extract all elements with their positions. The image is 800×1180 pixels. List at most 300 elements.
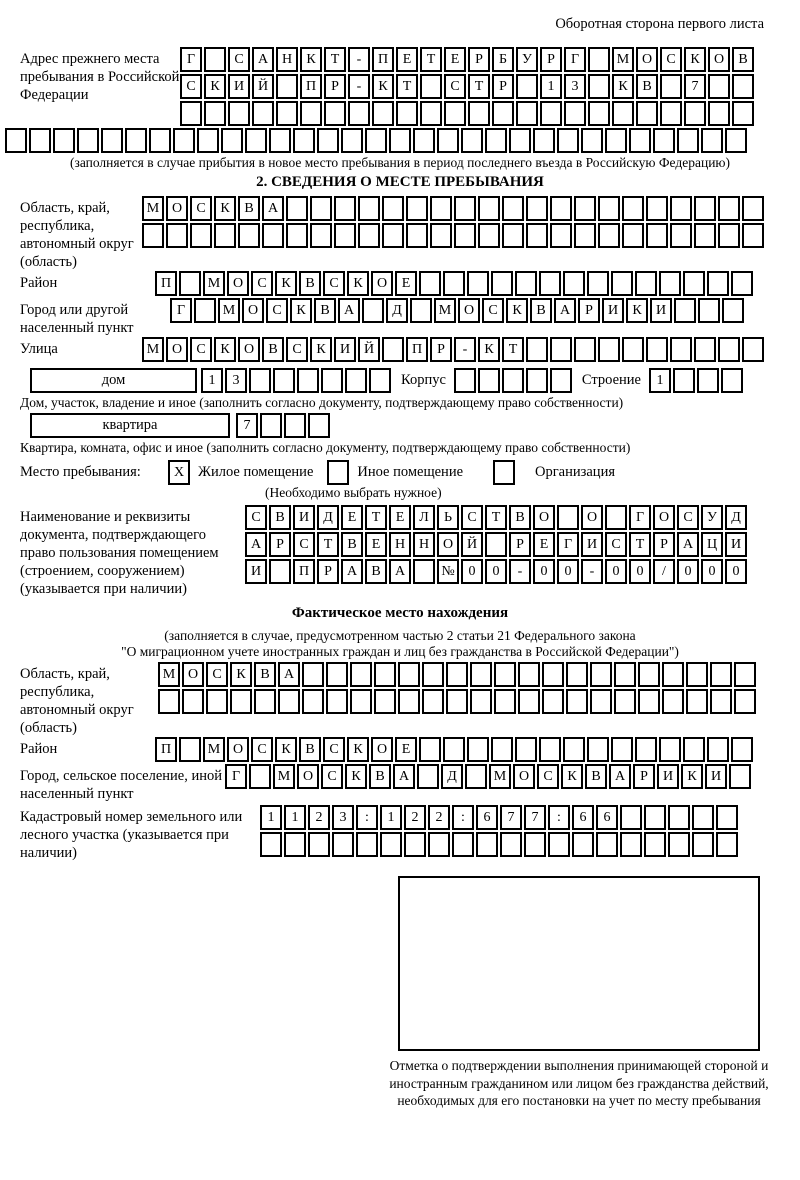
form-cell: Е (533, 532, 555, 557)
form-cell: В (269, 505, 291, 530)
form-cell (563, 271, 585, 296)
form-cell (646, 337, 668, 362)
form-cell: Г (564, 47, 586, 72)
form-cell (254, 689, 276, 714)
form-cell: 7 (524, 805, 546, 830)
form-cell (350, 662, 372, 687)
form-cell: С (180, 74, 202, 99)
form-cell: С (323, 271, 345, 296)
form-cell: П (406, 337, 428, 362)
form-cell (478, 196, 500, 221)
form-cell: 6 (596, 805, 618, 830)
form-cell (614, 689, 636, 714)
form-cell (369, 368, 391, 393)
form-cell (605, 128, 627, 153)
form-cell: К (626, 298, 648, 323)
form-cell (692, 832, 714, 857)
form-cell: С (293, 532, 315, 557)
form-cell (478, 223, 500, 248)
form-cell (572, 832, 594, 857)
form-cell: Е (395, 271, 417, 296)
form-cell: В (585, 764, 607, 789)
form-cell: 7 (684, 74, 706, 99)
form-cell: Е (444, 47, 466, 72)
form-cell (533, 128, 555, 153)
form-cell: 2 (404, 805, 426, 830)
document-row-1 (245, 505, 749, 530)
option-other-premises-label: Иное помещение (357, 464, 464, 480)
form-cell (396, 101, 418, 126)
form-cell: А (338, 298, 360, 323)
form-cell (262, 223, 284, 248)
form-cell: В (509, 505, 531, 530)
form-cell (718, 196, 740, 221)
form-cell (286, 196, 308, 221)
form-cell: - (348, 47, 370, 72)
form-cell: Т (324, 47, 346, 72)
form-cell: С (228, 47, 250, 72)
form-cell (332, 832, 354, 857)
form-cell (317, 128, 339, 153)
form-cell (372, 101, 394, 126)
form-cell (398, 689, 420, 714)
form-cell: Е (341, 505, 363, 530)
form-cell: 7 (236, 413, 258, 438)
form-cell (345, 368, 367, 393)
form-cell: С (537, 764, 559, 789)
cadastral-row-2 (260, 832, 740, 857)
form-cell (587, 737, 609, 762)
form-cell: 0 (485, 559, 507, 584)
form-cell: 1 (260, 805, 282, 830)
form-cell: А (389, 559, 411, 584)
form-cell (620, 805, 642, 830)
form-cell (550, 223, 572, 248)
form-cell: Т (365, 505, 387, 530)
form-cell: И (705, 764, 727, 789)
form-cell (646, 196, 668, 221)
form-cell (310, 223, 332, 248)
form-cell (550, 337, 572, 362)
form-cell: - (581, 559, 603, 584)
form-cell (194, 298, 216, 323)
form-cell (660, 74, 682, 99)
form-cell: Р (509, 532, 531, 557)
apartment-note: Квартира, комната, офис и иное (заполнить согласно документу, подтверждающему право собственности) (20, 440, 631, 455)
form-cell: П (300, 74, 322, 99)
form-cell: В (365, 559, 387, 584)
form-cell: 6 (572, 805, 594, 830)
region-row-2 (142, 223, 766, 248)
form-cell (697, 368, 719, 393)
form-cell: С (206, 662, 228, 687)
form-cell (731, 271, 753, 296)
form-cell (468, 101, 490, 126)
form-cell: 1 (201, 368, 223, 393)
form-cell (588, 47, 610, 72)
form-cell: 1 (380, 805, 402, 830)
form-cell: М (158, 662, 180, 687)
city-row (170, 298, 746, 323)
form-cell (410, 298, 432, 323)
form-cell: Е (365, 532, 387, 557)
form-cell (526, 368, 548, 393)
form-cell: С (323, 737, 345, 762)
form-cell: О (533, 505, 555, 530)
form-cell: К (681, 764, 703, 789)
form-cell: 1 (649, 368, 671, 393)
form-cell (308, 832, 330, 857)
form-cell (276, 74, 298, 99)
form-cell: Й (461, 532, 483, 557)
form-cell: 0 (629, 559, 651, 584)
form-cell: Т (317, 532, 339, 557)
form-cell (683, 271, 705, 296)
form-cell (718, 223, 740, 248)
apartment-cells (236, 413, 332, 438)
form-cell (518, 689, 540, 714)
house-section (20, 368, 780, 395)
form-cell: И (602, 298, 624, 323)
form-cell (622, 196, 644, 221)
checkbox-organization (493, 460, 515, 485)
form-cell (382, 196, 404, 221)
form-cell (502, 368, 524, 393)
form-cell (437, 128, 459, 153)
apartment-section (20, 413, 780, 440)
actual-region-row-1 (158, 662, 758, 687)
form-cell (461, 128, 483, 153)
form-cell: 6 (476, 805, 498, 830)
form-cell: Е (396, 47, 418, 72)
form-cell (478, 368, 500, 393)
city-section (20, 298, 780, 337)
form-cell: И (334, 337, 356, 362)
form-cell: Д (317, 505, 339, 530)
form-cell: П (372, 47, 394, 72)
form-cell (596, 832, 618, 857)
form-cell (249, 764, 271, 789)
form-cell (518, 662, 540, 687)
form-cell: Г (225, 764, 247, 789)
form-cell (326, 662, 348, 687)
form-cell (670, 196, 692, 221)
street-label: Улица (20, 341, 58, 357)
form-cell: К (478, 337, 500, 362)
form-cell: К (275, 271, 297, 296)
document-row-2 (245, 532, 749, 557)
form-cell (542, 689, 564, 714)
form-cell (542, 662, 564, 687)
form-cell (590, 689, 612, 714)
form-cell: М (218, 298, 240, 323)
form-cell (581, 128, 603, 153)
korpus-label: Корпус (401, 372, 446, 388)
prev-address-label: Адрес прежнего места пребывания в Российской Федерации (20, 51, 180, 103)
checkbox-other-premises (327, 460, 349, 485)
stamp-note: Отметка о подтверждении выполнения принимающей стороной и иностранным гражданином или лицом без гражданства действий, необходимых для его постановки на учет по месту пребывания (389, 1058, 769, 1108)
form-cell: Т (485, 505, 507, 530)
form-cell (446, 662, 468, 687)
form-cell (419, 271, 441, 296)
form-cell: Ц (701, 532, 723, 557)
form-cell: Р (324, 74, 346, 99)
form-cell (694, 196, 716, 221)
form-cell (302, 662, 324, 687)
form-cell (677, 128, 699, 153)
form-cell: М (489, 764, 511, 789)
form-cell: К (290, 298, 312, 323)
stroenie-cells (649, 368, 745, 393)
form-cell: С (482, 298, 504, 323)
form-cell (708, 101, 730, 126)
actual-region-label: Область, край, республика, автономный округ (область) (20, 666, 134, 736)
form-cell (598, 337, 620, 362)
korpus-cells (454, 368, 574, 393)
form-cell (646, 223, 668, 248)
form-cell: М (203, 737, 225, 762)
form-cell (526, 337, 548, 362)
form-cell: А (393, 764, 415, 789)
form-cell: Т (468, 74, 490, 99)
form-cell (470, 662, 492, 687)
form-cell: 0 (533, 559, 555, 584)
form-cell: - (454, 337, 476, 362)
form-cell: А (554, 298, 576, 323)
form-cell: А (262, 196, 284, 221)
form-cell (406, 196, 428, 221)
form-cell: М (612, 47, 634, 72)
form-cell (662, 689, 684, 714)
form-cell (476, 832, 498, 857)
form-cell (668, 832, 690, 857)
form-cell (686, 662, 708, 687)
prev-address-row-3 (180, 101, 756, 126)
form-cell (566, 662, 588, 687)
house-box-label: дом (30, 368, 197, 393)
form-cell (53, 128, 75, 153)
form-cell (659, 271, 681, 296)
form-cell: О (513, 764, 535, 789)
cadastral-row-1 (260, 805, 740, 830)
form-cell (430, 223, 452, 248)
form-cell (670, 337, 692, 362)
form-cell (389, 128, 411, 153)
form-cell: 1 (284, 805, 306, 830)
form-cell (707, 271, 729, 296)
form-cell: А (341, 559, 363, 584)
form-cell: Т (502, 337, 524, 362)
form-cell: Г (557, 532, 579, 557)
form-cell (269, 559, 291, 584)
form-cell: Р (653, 532, 675, 557)
apartment-box-label: квартира (30, 413, 230, 438)
form-cell (611, 737, 633, 762)
form-cell: К (310, 337, 332, 362)
form-cell: С (190, 337, 212, 362)
form-cell: Р (269, 532, 291, 557)
form-cell: О (636, 47, 658, 72)
actual-region-grid (158, 662, 758, 716)
form-cell (566, 689, 588, 714)
form-cell: С (251, 737, 273, 762)
form-cell: А (677, 532, 699, 557)
form-cell (300, 101, 322, 126)
form-cell (742, 337, 764, 362)
form-cell: К (300, 47, 322, 72)
form-cell (77, 128, 99, 153)
form-cell (428, 832, 450, 857)
actual-location-note-1: (заполняется в случае, предусмотренном частью 2 статьи 21 Федерального закона (164, 628, 636, 643)
form-cell: И (650, 298, 672, 323)
form-cell: 0 (461, 559, 483, 584)
form-cell: Р (468, 47, 490, 72)
form-cell (443, 271, 465, 296)
form-cell (516, 74, 538, 99)
form-cell (260, 832, 282, 857)
form-cell (245, 128, 267, 153)
form-cell (660, 101, 682, 126)
form-cell: К (684, 47, 706, 72)
form-cell (526, 196, 548, 221)
form-cell (653, 128, 675, 153)
form-cell (659, 737, 681, 762)
form-cell: К (204, 74, 226, 99)
form-cell (452, 832, 474, 857)
form-cell (686, 689, 708, 714)
form-cell (179, 737, 201, 762)
form-cell (574, 223, 596, 248)
form-cell: Д (386, 298, 408, 323)
form-cell (190, 223, 212, 248)
form-cell (502, 223, 524, 248)
form-cell (548, 832, 570, 857)
form-cell (500, 832, 522, 857)
actual-district-row (155, 737, 755, 762)
street-row (142, 337, 766, 362)
form-cell: Р (430, 337, 452, 362)
form-cell: И (245, 559, 267, 584)
form-cell (590, 662, 612, 687)
form-cell (221, 128, 243, 153)
form-cell (204, 101, 226, 126)
form-cell: В (341, 532, 363, 557)
form-cell: К (345, 764, 367, 789)
form-cell (454, 196, 476, 221)
form-cell (276, 101, 298, 126)
form-cell (550, 368, 572, 393)
form-cell: В (238, 196, 260, 221)
form-cell (470, 689, 492, 714)
form-cell (629, 128, 651, 153)
form-cell: И (581, 532, 603, 557)
form-cell (308, 413, 330, 438)
form-cell (614, 662, 636, 687)
form-cell (204, 47, 226, 72)
form-cell: О (242, 298, 264, 323)
form-cell (622, 337, 644, 362)
form-cell (278, 689, 300, 714)
form-cell (182, 689, 204, 714)
form-cell: О (227, 271, 249, 296)
form-cell: К (230, 662, 252, 687)
form-cell: И (725, 532, 747, 557)
form-cell (398, 662, 420, 687)
form-cell (173, 128, 195, 153)
house-number-cells (201, 368, 393, 393)
form-cell (350, 689, 372, 714)
form-cell: М (273, 764, 295, 789)
form-cell (142, 223, 164, 248)
actual-district-label: Район (20, 741, 58, 757)
form-cell: О (297, 764, 319, 789)
form-cell: К (506, 298, 528, 323)
document-section (20, 505, 780, 598)
form-cell (598, 223, 620, 248)
section2-title: 2. СВЕДЕНИЯ О МЕСТЕ ПРЕБЫВАНИЯ (256, 174, 544, 190)
form-cell (734, 689, 756, 714)
form-cell (539, 737, 561, 762)
form-cell: - (509, 559, 531, 584)
form-cell (710, 689, 732, 714)
prev-address-section (20, 47, 780, 128)
street-section (20, 337, 780, 364)
form-cell: О (708, 47, 730, 72)
form-cell: В (254, 662, 276, 687)
form-cell (732, 101, 754, 126)
form-cell (564, 101, 586, 126)
form-cell: 0 (701, 559, 723, 584)
form-cell (516, 101, 538, 126)
form-cell (284, 413, 306, 438)
form-cell (540, 101, 562, 126)
form-cell (465, 764, 487, 789)
form-cell: 0 (605, 559, 627, 584)
form-cell (550, 196, 572, 221)
form-cell: Т (396, 74, 418, 99)
form-cell: В (299, 737, 321, 762)
form-cell (515, 737, 537, 762)
form-cell (725, 128, 747, 153)
region-row-1 (142, 196, 766, 221)
form-cell (708, 74, 730, 99)
form-cell (422, 662, 444, 687)
form-cell: О (437, 532, 459, 557)
form-cell: Р (540, 47, 562, 72)
form-cell (413, 128, 435, 153)
form-cell: Е (395, 737, 417, 762)
form-cell: Е (389, 505, 411, 530)
form-cell (732, 74, 754, 99)
form-cell (269, 128, 291, 153)
form-cell (197, 128, 219, 153)
form-cell: : (548, 805, 570, 830)
form-cell (417, 764, 439, 789)
form-cell: 3 (564, 74, 586, 99)
form-cell (694, 337, 716, 362)
form-cell (563, 737, 585, 762)
form-cell: У (701, 505, 723, 530)
form-cell: Й (252, 74, 274, 99)
form-cell: А (278, 662, 300, 687)
form-cell: В (636, 74, 658, 99)
form-cell: И (293, 505, 315, 530)
form-cell (670, 223, 692, 248)
form-cell: П (155, 271, 177, 296)
form-cell (334, 223, 356, 248)
form-cell (698, 298, 720, 323)
form-cell (485, 128, 507, 153)
